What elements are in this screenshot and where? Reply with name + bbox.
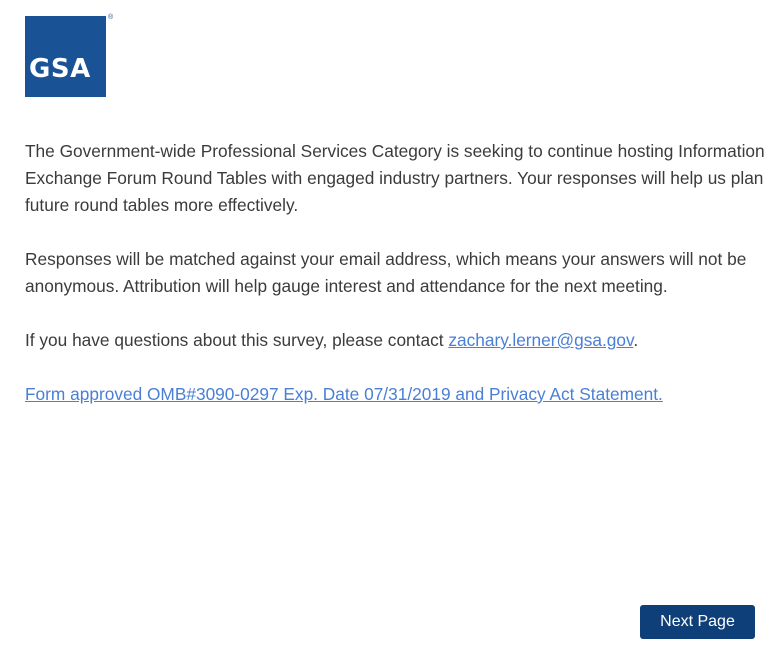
registered-mark: ® <box>108 14 114 21</box>
contact-suffix: . <box>633 330 639 350</box>
intro-paragraph-1: The Government-wide Professional Services Category is seeking to continue hosting Information Exchange Forum Round Tables with engaged industry partners. Your responses will help us plan future round tables more effectively. <box>25 141 765 215</box>
next-page-button[interactable]: Next Page <box>640 605 755 639</box>
contact-prefix: If you have questions about this survey, please contact <box>25 330 449 350</box>
omb-paragraph <box>25 381 765 408</box>
gsa-logo-text: GSA <box>29 54 91 84</box>
intro-paragraph-2: Responses will be matched against your email address, which means your answers will not be anonymous. Attribution will help gauge interest and attendance for the next meeting. <box>25 249 747 296</box>
omb-privacy-link[interactable]: Form approved OMB#3090-0297 Exp. Date 07/31/2019 and Privacy Act Statement. <box>25 384 663 404</box>
survey-intro <box>25 138 765 435</box>
contact-email-link[interactable]: zachary.lerner@gsa.gov <box>448 330 634 350</box>
gsa-logo <box>25 16 106 97</box>
gsa-logo-box <box>25 16 106 97</box>
intro-paragraph-3 <box>25 327 765 354</box>
